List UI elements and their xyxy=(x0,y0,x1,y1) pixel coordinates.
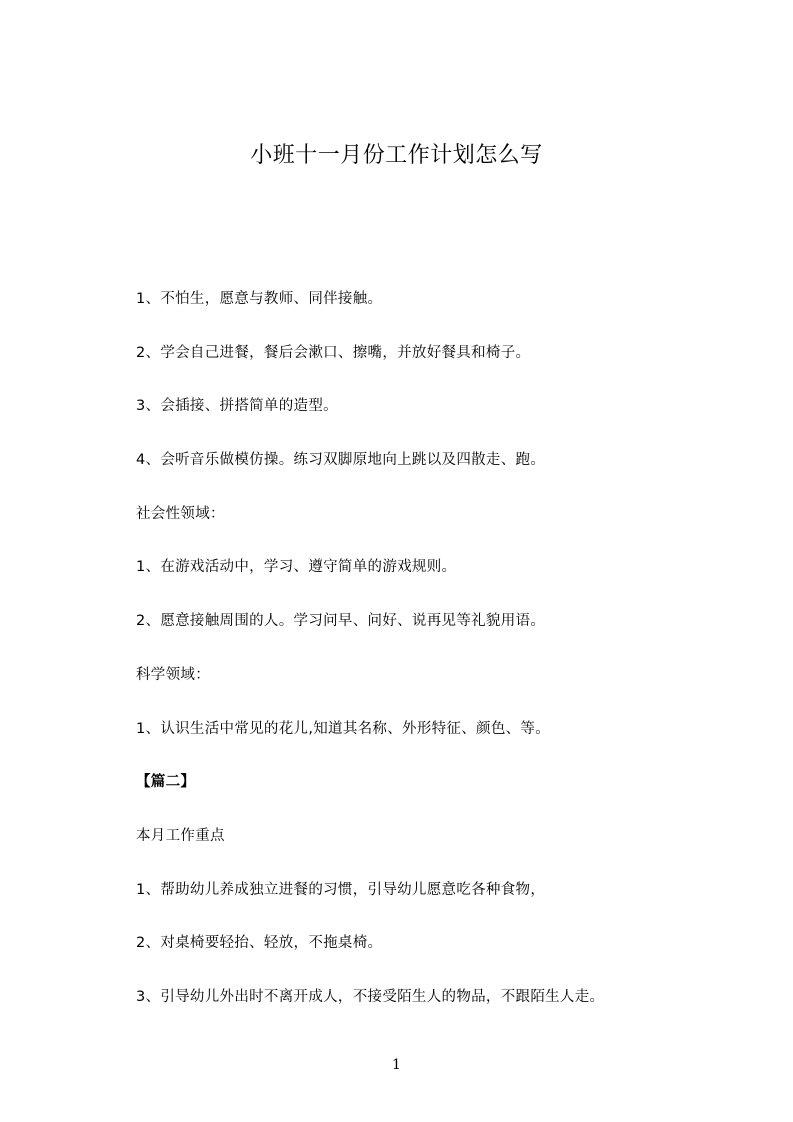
focus-item-3: 3、引导幼儿外出时不离开成人，不接受陌生人的物品，不跟陌生人走。 xyxy=(136,988,605,1005)
focus-item-1: 1、帮助幼儿养成独立进餐的习惯，引导幼儿愿意吃各种食物， xyxy=(136,881,546,898)
science-item-1: 1、认识生活中常见的花儿,知道其名称、外形特征、颜色、等。 xyxy=(136,720,551,737)
monthly-focus-heading: 本月工作重点 xyxy=(136,827,225,844)
goal-item-4: 4、会听音乐做模仿操。练习双脚原地向上跳以及四散走、跑。 xyxy=(136,452,546,469)
section-heading-social: 社会性领域： xyxy=(136,505,225,522)
social-item-2: 2、愿意接触周围的人。学习问早、问好、说再见等礼貌用语。 xyxy=(136,613,546,630)
section-heading-science: 科学领域： xyxy=(136,666,210,683)
social-item-1: 1、在游戏活动中，学习、遵守简单的游戏规则。 xyxy=(136,559,457,576)
goal-item-2: 2、学会自己进餐，餐后会漱口、擦嘴，并放好餐具和椅子。 xyxy=(136,344,531,361)
goal-item-1: 1、不怕生，愿意与教师、同伴接触。 xyxy=(136,291,383,307)
page-number: 1 xyxy=(392,1057,401,1073)
document-title: 小班十一月份工作计划怎么写 xyxy=(250,143,543,168)
focus-item-2: 2、对桌椅要轻抬、轻放，不拖桌椅。 xyxy=(136,935,383,952)
part-two-heading: 【篇二】 xyxy=(136,774,196,791)
document-body xyxy=(136,288,656,1040)
goal-item-3: 3、会插接、拼搭简单的造型。 xyxy=(136,398,338,415)
